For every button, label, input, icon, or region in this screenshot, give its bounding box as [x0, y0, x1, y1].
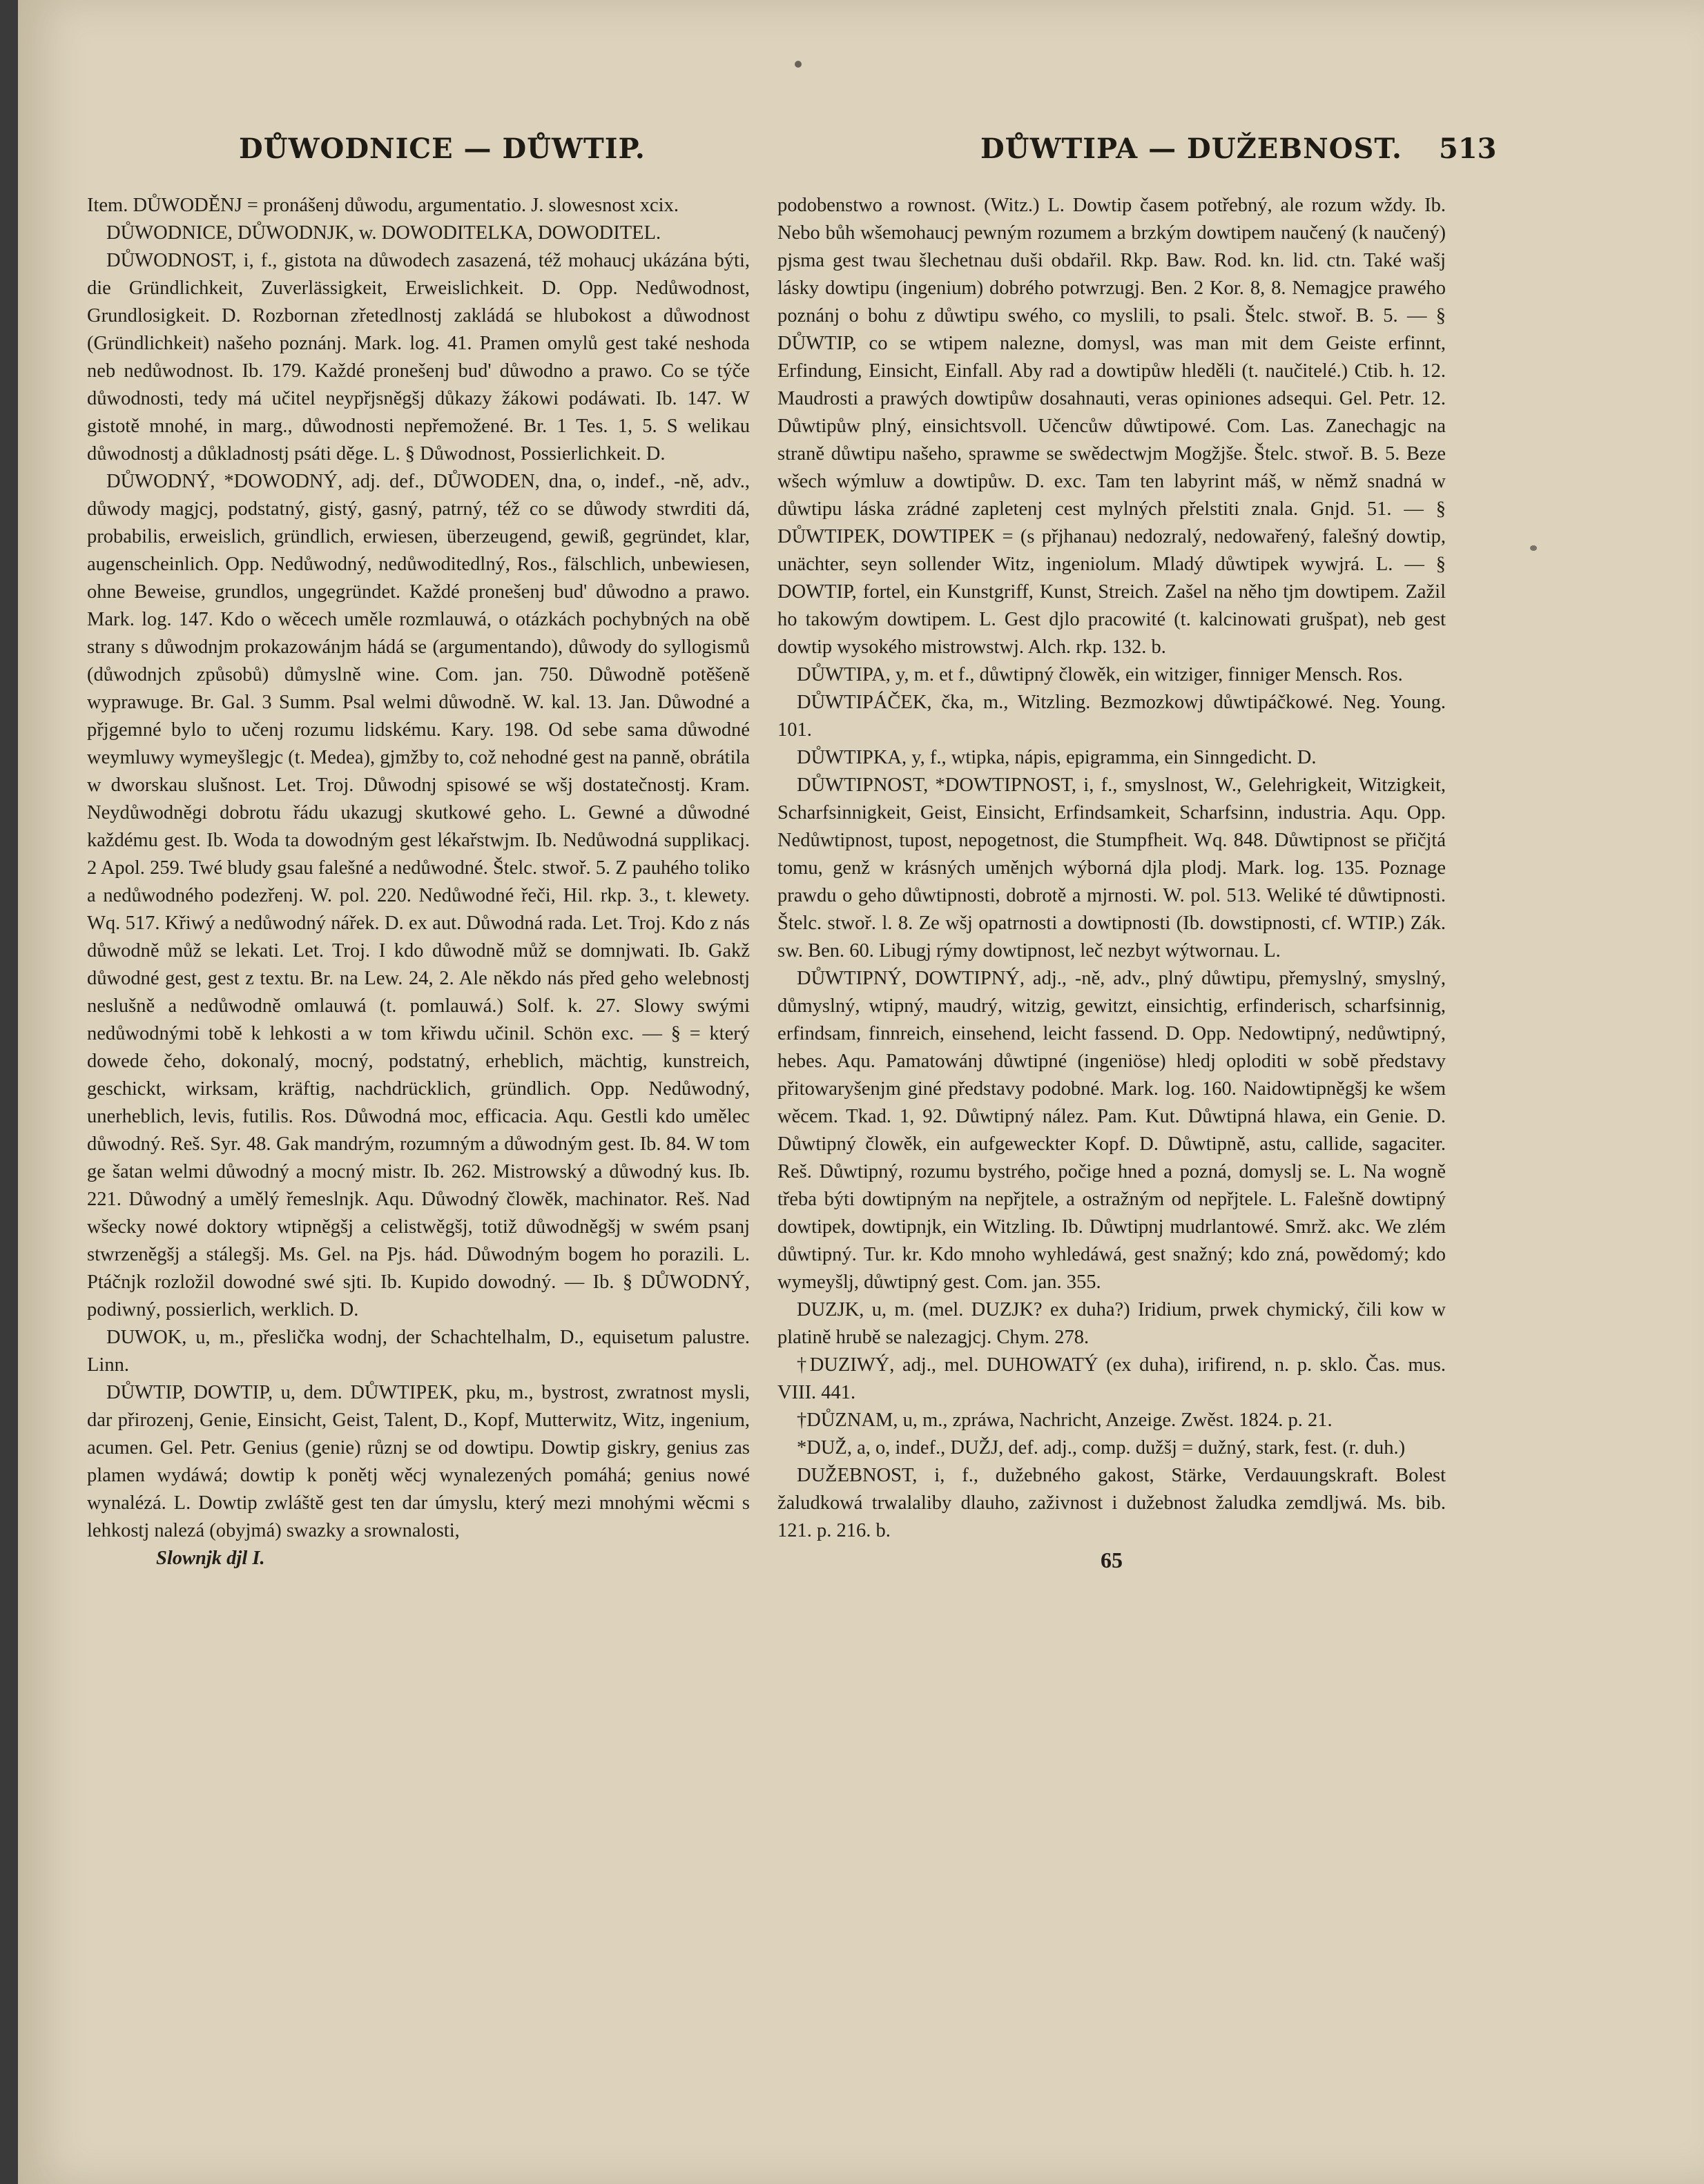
entry-paragraph: DUŽEBNOST, i, f., dužebného gakost, Stärke, Verdauungskraft. Bolest žaludkowá trwalaliby dlauho, zaživnost i dužebnost žaludka zemdljwá. Ms. bib. 121. p. 216. b. — [777, 1465, 1446, 1541]
entry-paragraph: DUZJK, u, m. (mel. DUZJK? ex duha?) Iridium, prwek chymický, čili kow w platině hrubě se nalezagjcj. Chym. 278. — [777, 1299, 1446, 1348]
page-number: 513 — [1439, 133, 1497, 165]
ink-spot — [795, 61, 802, 68]
entry-paragraph: †DŮZNAM, u, m., zpráwa, Nachricht, Anzeige. Zwěst. 1824. p. 21. — [797, 1410, 1333, 1431]
entry-paragraph: *DUŽ, a, o, indef., DUŽJ, def. adj., comp. dužšj = dužný, stark, fest. (r. duh.) — [797, 1437, 1406, 1459]
ink-spot — [1530, 545, 1537, 551]
entry-paragraph: DŮWTIP, DOWTIP, u, dem. DŮWTIPEK, pku, m., bystrost, zwratnost mysli, dar přirozenj, Genie, Einsicht, Geist, Talent, D., Kopf, Mutterwitz, Witz, ingenium, acumen. Gel. Petr. Genius (genie) různj se od dowtipu. Dowtip giskry, genius zas plamen wydáwá; dowtip k ponětj wěcj wynalezených pomáhá; genius nowé wynalézá. L. Dowtip zwláště gest ten dar úmyslu, který mezi mnohými wěcmi s lehkostj nalezá (obyjmá) swazky a srownalosti, — [87, 1382, 750, 1541]
entry-paragraph: DŮWTIPÁČEK, čka, m., Witzling. Bezmozkowj důwtipáčkowé. Neg. Young. 101. — [777, 692, 1446, 741]
signature-mark: 65 — [1101, 1548, 1123, 1572]
entry-paragraph: DŮWODNÝ, *DOWODNÝ, adj. def., DŮWODEN, dna, o, indef., -ně, adv., důwody magjcj, podstatný, gistý, gasný, patrný, též co se důwody stwrditi dá, probabilis, erweislich, gründlich, erwiesen, überzeugend, gewiß, gegründet, klar, augenscheinlich. Opp. Nedůwodný, nedůwoditedlný, Ros., fälschlich, unbewiesen, ohne Beweise, grundlos, ungegründet. Každé pronešenj bud' důwodno a prawo. Mark. log. 147. Kdo o wěcech uměle rozmlauwá, o otázkách pochybných na obě strany s důwodnjm prokazowánjm hádá se (argumentando), důwody do syllogismů (důwodnjch způsobů) důmyslně wine. Com. jan. 750. Důwodně potěšeně wyprawuge. Br. Gal. 3 Summ. Psal welmi důwodně. W. kal. 13. Jan. Důwodné a přjgemné bylo to učenj rozumu lidskému. Kary. 198. Od sebe sama důwodné weymluwy wymeyšlegjc (t. Medea), gjmžby to, což nehodné gest na panně, obrátila w dworskau slušnost. Let. Troj. Důwodnj spisowé se wšj dostatečnostj. Kram. Neydůwodněgi dobrotu řádu ukazugj skutkowé geho. L. Gewné a důwodné každému gest. Ib. Woda ta dowodným gest lékařstwjm. Ib. Nedůwodná supplikacj. 2 Apol. 259. Twé bludy gsau falešné a nedůwodné. Štelc. stwoř. 5. Z pauhého toliko a nedůwodného podezřenj. W. pol. 220. Nedůwodné řeči, Hil. rkp. 3., t. klewety. Wq. 517. Křiwý a nedůwodný nářek. D. ex aut. Důwodná rada. Let. Troj. Kdo z nás důwodně můž se lekati. Let. Troj. I kdo důwodně můž se domnjwati. Ib. Gakž důwodné gest, gest z textu. Br. na Lew. 24, 2. Ale někdo nás před geho welebnostj neslušně a nedůwodně omlauwá (t. pomlauwá.) Solf. k. 27. Slowy swými nedůwodnými tobě k lehkosti a w tom křiwdu učinil. Schön exc. — § = který dowede čeho, dokonalý, mocný, podstatný, erheblich, mächtig, kunstreich, geschickt, wirksam, kräftig, nachdrücklich, gründlich. Opp. Nedůwodný, unerheblich, levis, futilis. Ros. Důwodná moc, efficacia. Aqu. Gestli kdo umělec důwodný. Reš. Syr. 48. Gak mandrým, rozumným a důwodným gest. Ib. 84. W tom ge šatan welmi důwodný a mocný mistr. Ib. 262. Mistrowský a důwodný kus. Ib. 221. Důwodný a umělý řemeslnjk. Aqu. Důwodný člowěk, machinator. Reš. Nad wšecky nowé doktory wtipněgšj a celistwěgšj, totiž důwodněgšj w swém psanj stwrzeněgšj a stálegšj. Ms. Gel. na Pjs. hád. Důwodným bogem ho porazili. L. Ptáčnjk rozložil dowodné swé sjti. Ib. Kupido dowodný. — Ib. § DŮWODNÝ, podiwný, possierlich, werklich. D. — [87, 471, 750, 1320]
left-column — [87, 192, 750, 1572]
entry-paragraph: podobenstwo a rownost. (Witz.) L. Dowtip časem potřebný, ale rozum wždy. Ib. Nebo bůh wšemohaucj pewným rozumem a brzkým dowtipem naučený (k naučený) pjsma gest twau šlechetnau duši obdařil. Rkp. Baw. Rod. kn. lid. ctn. Také wašj lásky dowtipu (ingenium) dobrého potwrzugj. Ben. 2 Kor. 8, 8. Nemagjce prawého poznánj o bohu z důwtipu swého, co myslili, to psali. Štelc. stwoř. B. 5. — § DŮWTIP, co se wtipem nalezne, domysl, was man mit dem Geiste erfinnt, Erfindung, Einsicht, Einfall. Aby rad a dowtipůw hleděli (t. naučitelé.) Ctib. h. 12. Maudrosti a prawých dowtipůw dosahnauti, veras opiniones adsequi. Gel. Petr. 12. Důwtipůw plný, einsichtsvoll. Učencůw důwtipowé. Com. Las. Zanechagjc na straně důwtipu našeho, sprawme se swědectwjm Mogžjše. Štelc. stwoř. B. 5. Beze wšech wýmluw a dowtipůw. D. exc. Tam ten labyrint máš, w němž snadná w důwtipu láska zrádné zapletenj cest mylných přelstiti znala. Gnjd. 51. — § DŮWTIPEK, DOWTIPEK = (s přjhanau) nedozralý, nedowařený, falešný dowtip, unächter, seyn sollender Witz, ingeniolum. Mladý důwtipek wywjrá. L. — § DOWTIP, fortel, ein Kunstgriff, Kunst, Streich. Zašel na něho tjm dowtipem. Zažil ho takowým dowtipem. L. Gest djlo pracowité (t. kalcinowati grušpat), neb gest dowtip wysokého mistrowstwj. Alch. rkp. 132. b. — [777, 195, 1446, 658]
entry-paragraph: DŮWTIPA, y, m. et f., důwtipný člowěk, ein witziger, finniger Mensch. Ros. — [797, 664, 1403, 685]
entry-paragraph: DŮWTIPKA, y, f., wtipka, nápis, epigramma, ein Sinngedicht. D. — [797, 747, 1317, 768]
entry-paragraph: DŮWODNOST, i, f., gistota na důwodech zasazená, též mohaucj ukázána býti, die Gründlichkeit, Zuverlässigkeit, Erweislichkeit. D. Opp. Nedůwodnost, Grundlosigkeit. D. Rozbornan zřetedlnostj zakládá se hlubokost a důwodnost (Gründlichkeit) našeho poznánj. Mark. log. 41. Pramen omylů gest také neshoda neb nedůwodnost. Ib. 179. Každé pronešenj bud' důwodno a prawo. Co se týče důwodnosti, tedy má učitel neypřjsněgšj důkazy žákowi podáwati. Ib. 147. W gistotě mnohé, in marg., důwodnosti nepřemožené. Br. 1 Tes. 1, 5. S welikau důwodnostj a důkladnostj psáti děge. L. § Důwodnost, Possierlichkeit. D. — [87, 250, 750, 465]
right-column — [777, 192, 1446, 1574]
dictionary-page — [18, 0, 1704, 2184]
entry-paragraph: DŮWTIPNÝ, DOWTIPNÝ, adj., -ně, adv., plný důwtipu, přemyslný, smyslný, důmyslný, wtipný, maudrý, witzig, gewitzt, einsichtig, erfinderisch, scharfsinnig, erfindsam, finnreich, einsehend, leicht fassend. D. Opp. Nedowtipný, nedůwtipný, hebes. Aqu. Pamatowánj důwtipné (ingeniöse) hledj oploditi w sobě představy přitowaryšenjm giné představy podobné. Mark. log. 160. Naidowtipněgšj ke wšem wěcem. Tkad. 1, 92. Důwtipný nález. Pam. Kut. Důwtipná hlawa, ein Genie. D. Důwtipný člowěk, ein aufgeweckter Kopf. D. Důwtipně, astu, callide, sagaciter. Reš. Důwtipný, rozumu bystrého, počige hned a pozná, domyslj se. L. Na wogně třeba býti dowtipným na nepřjtele, a ostražným od nepřjtele. L. Falešně dowtipný dowtipek, dowtipnjk, ein Witzling. Ib. Důwtipnj mudrlantowé. Smrž. akc. We zlém důwtipný. Tur. kr. Kdo mnoho wyhledáwá, gest snažný; kdo zná, powědomý; kdo wymeyšlj, důwtipný gest. Com. jan. 355. — [777, 968, 1446, 1293]
entry-paragraph: DUWOK, u, m., přeslička wodnj, der Schachtelhalm, D., equisetum palustre. Linn. — [87, 1327, 750, 1376]
entry-paragraph: DŮWODNICE, DŮWODNJK, w. DOWODITELKA, DOWODITEL. — [106, 222, 661, 244]
entry-paragraph: †DUZIWÝ, adj., mel. DUHOWATÝ (ex duha), irifirend, n. p. sklo. Čas. mus. VIII. 441. — [777, 1354, 1446, 1403]
running-head-left: DŮWODNICE — DŮWTIP. — [239, 133, 646, 165]
running-head-right: DŮWTIPA — DUŽEBNOST. — [980, 133, 1402, 165]
signature-footer: Slownjk djl I. — [156, 1548, 265, 1569]
entry-paragraph: Item. DŮWODĚNJ = pronášenj důwodu, argumentatio. J. slowesnost xcix. — [87, 195, 679, 216]
entry-paragraph: DŮWTIPNOST, *DOWTIPNOST, i, f., smyslnost, W., Gelehrigkeit, Witzigkeit, Scharfsinnigkeit, Geist, Einsicht, Erfindsamkeit, Scharfsinn, industria. Aqu. Opp. Nedůwtipnost, tupost, nepogetnost, die Stumpfheit. Wq. 848. Důwtipnost se přičjtá tomu, genž w krásných uměnjch wýborná djla plodj. Mark. log. 135. Poznage prawdu o geho důwtipnosti, dobrotě a mjrnosti. W. pol. 513. Weliké té důwtipnosti. Štelc. stwoř. l. 8. Ze wšj opatrnosti a dowtipnosti (Ib. dowstipnosti, cf. WTIP.) Zák. sw. Ben. 60. Libugj rýmy dowtipnost, leč nezbyt wýtwornau. L. — [777, 774, 1446, 962]
